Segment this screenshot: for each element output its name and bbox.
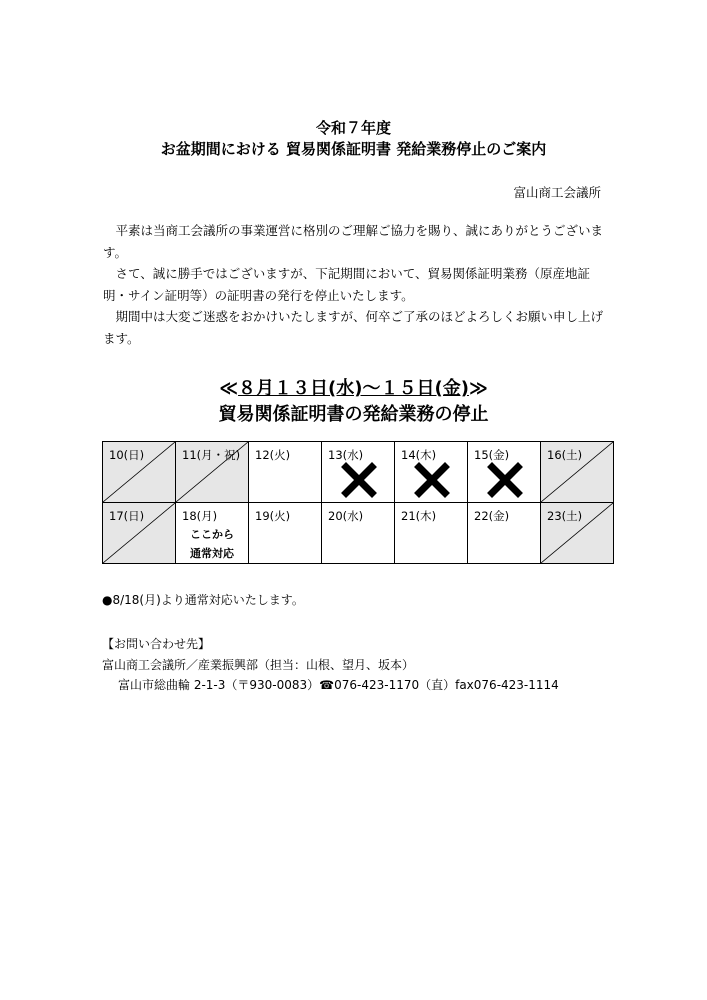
calendar-day-label: 16(土)	[547, 448, 583, 462]
calendar-day-cell	[176, 503, 249, 564]
resume-note	[176, 525, 248, 563]
calendar-day-cell	[395, 442, 468, 503]
cross-icon	[341, 462, 377, 498]
contact-heading: 【お問い合わせ先】	[102, 637, 211, 651]
calendar-day-cell	[249, 503, 322, 564]
calendar-day-cell	[395, 503, 468, 564]
paragraph-apology: 期間中は大変ご迷惑をおかけいたしますが、何卒ご了承のほどよろしくお願い申し上げます。	[103, 309, 604, 346]
calendar-day-cell	[541, 442, 614, 503]
calendar-day-label: 20(水)	[328, 509, 364, 523]
organization-name: 富山商工会議所	[513, 185, 601, 200]
period-prefix: ≪	[219, 378, 239, 399]
calendar-day-cell	[103, 442, 176, 503]
title-year: 令和７年度	[315, 119, 391, 137]
paragraph-greeting: 平素は当商工会議所の事業運営に格別のご理解ご協力を賜り、誠にありがとうございます。	[103, 223, 604, 260]
calendar-day-label: 22(金)	[474, 509, 510, 523]
calendar-day-cell	[322, 503, 395, 564]
cross-icon	[414, 462, 450, 498]
calendar-week-row	[103, 442, 614, 503]
contact-department: 富山商工会議所／産業振興部（担当：山根、望月、坂本）	[102, 658, 415, 672]
period-suffix: ≫	[468, 378, 488, 399]
calendar-day-label: 18(月)	[182, 509, 218, 523]
calendar-table	[102, 441, 614, 564]
calendar-day-cell	[468, 442, 541, 503]
calendar-day-label: 14(木)	[401, 448, 437, 462]
paragraph-announcement: さて、誠に勝手ではございますが、下記期間において、貿易関係証明業務（原産地証明・サイン証明等）の証明書の発行を停止いたします。	[103, 266, 591, 303]
resume-note-line2: 通常対応	[190, 547, 234, 560]
calendar-week-row	[103, 503, 614, 564]
calendar-day-cell	[249, 442, 322, 503]
period-subtitle: 貿易関係証明書の発給業務の停止	[218, 404, 489, 425]
calendar-day-cell	[468, 503, 541, 564]
page-title: お盆期間における 貿易関係証明書 発給業務停止のご案内	[160, 140, 547, 158]
calendar-day-label: 12(火)	[255, 448, 291, 462]
calendar-day-label: 19(火)	[255, 509, 291, 523]
calendar-day-cell	[322, 442, 395, 503]
calendar-day-label: 15(金)	[474, 448, 510, 462]
calendar-day-cell	[103, 503, 176, 564]
body-text	[103, 220, 608, 349]
calendar-day-label: 11(月・祝)	[182, 448, 241, 462]
period-dates: ８月１３日(水)～１５日(金)	[238, 378, 469, 399]
calendar-day-label: 23(土)	[547, 509, 583, 523]
calendar-day-label: 10(日)	[109, 448, 145, 462]
calendar-day-cell	[541, 503, 614, 564]
cross-icon	[487, 462, 523, 498]
calendar-day-label: 21(木)	[401, 509, 437, 523]
calendar-day-cell	[176, 442, 249, 503]
contact-address: 富山市総曲輪 2-1-3（〒930-0083）☎076-423-1170（直）fax076-423-1114	[118, 678, 559, 692]
period-heading	[0, 374, 707, 400]
calendar-day-label: 17(日)	[109, 509, 145, 523]
resume-note-line1: ここから	[190, 528, 234, 541]
calendar-day-label: 13(水)	[328, 448, 364, 462]
resume-notice: ●8/18(月)より通常対応いたします。	[102, 593, 304, 607]
